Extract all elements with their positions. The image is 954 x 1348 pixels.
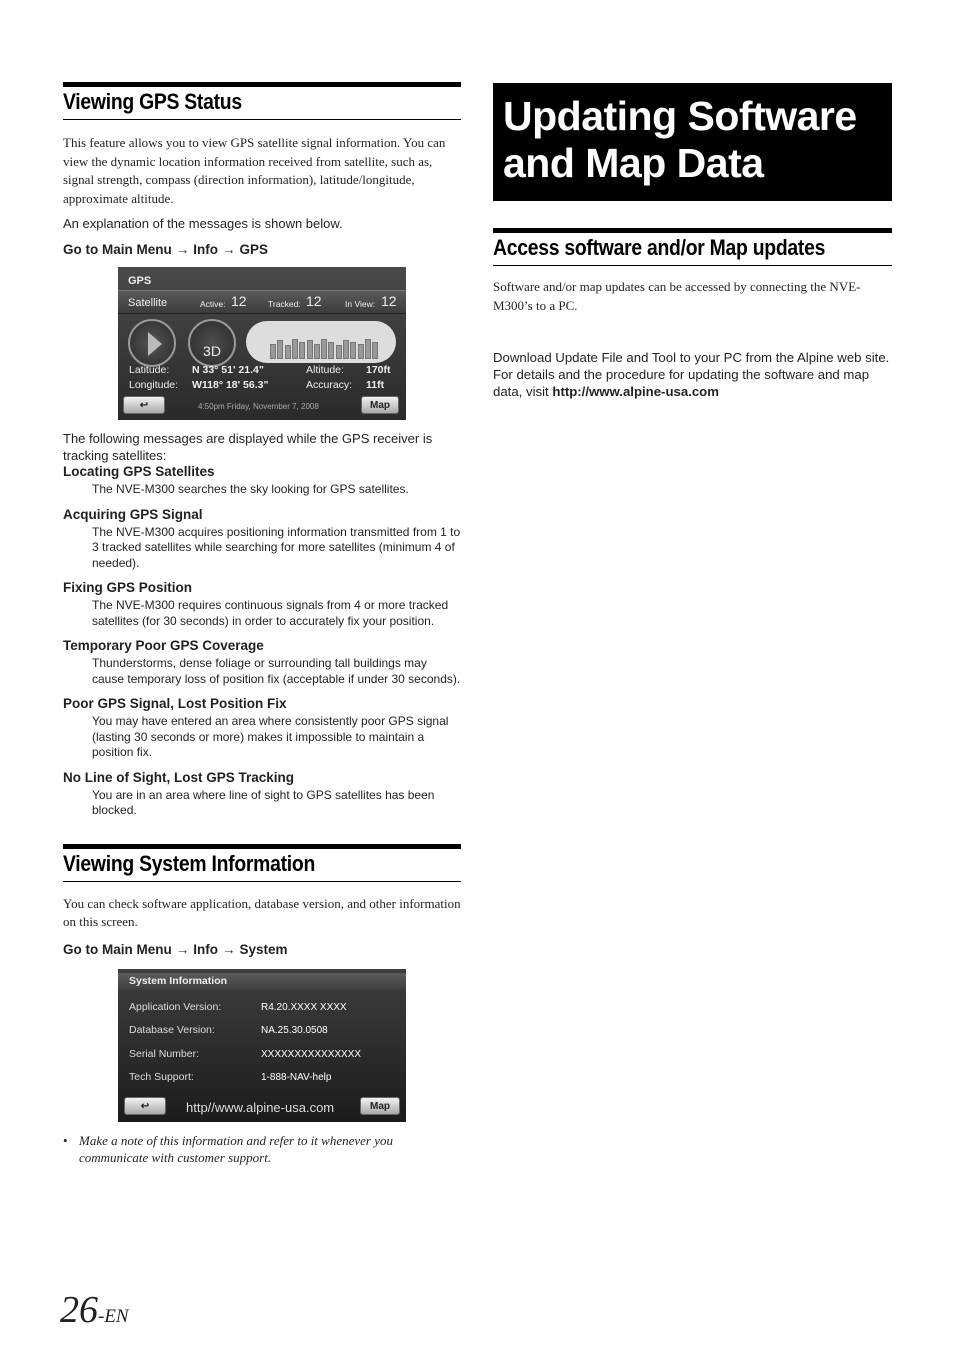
menu-path-step: Go to Main Menu: [63, 941, 172, 957]
right-arrow-icon: →: [175, 941, 190, 957]
message-title: Acquiring GPS Signal: [63, 506, 203, 522]
chapter-title-line: and Map Data: [503, 140, 764, 186]
active-value: 12: [231, 293, 247, 309]
longitude-label: Longitude:: [129, 379, 179, 391]
gps-timestamp: 4:50pm Friday, November 7, 2008: [198, 402, 319, 411]
download-instructions: [493, 349, 892, 400]
system-section-heading: [63, 844, 461, 882]
bullet-icon: •: [63, 1132, 68, 1148]
message-body: The NVE-M300 acquires positioning information transmitted from 1 to 3 tracked satellites while searching for more satellites (minimum 4 of needed).: [92, 524, 461, 570]
signal-bar: [328, 342, 334, 359]
signal-bar: [270, 344, 276, 359]
system-row-value: R4.20.XXXX XXXX: [261, 1001, 347, 1013]
access-intro: Software and/or map updates can be accessed by connecting the NVE-M300’s to a PC.: [493, 279, 861, 313]
signal-bar: [358, 344, 364, 359]
gps-mode-icon: 3D: [188, 319, 236, 367]
access-section-title: Access software and/or Map updates: [493, 235, 826, 260]
signal-bar: [314, 344, 320, 359]
gps-intro: This feature allows you to view GPS satellite signal information. You can view the dynamic location information received from satellite, such as, signal strength, compass (direction information), latitude/longitude, approximate altitude.: [63, 135, 446, 206]
right-arrow-icon: →: [222, 941, 236, 957]
inview-label: In View:: [345, 299, 376, 309]
system-screen-image: [118, 969, 406, 1122]
page-number: [60, 1288, 129, 1339]
signal-bar: [365, 339, 371, 359]
system-row-label: Application Version:: [129, 1000, 222, 1013]
chapter-title-line: Updating Software: [503, 93, 857, 139]
left-column: [63, 82, 461, 1167]
message-body: The NVE-M300 requires continuous signals from 4 or more tracked satellites (for 30 seconds) in order to accurately fix your position.: [92, 598, 449, 628]
gps-section-heading: [63, 82, 461, 120]
message-title: Poor GPS Signal, Lost Position Fix: [63, 696, 287, 711]
tracked-value: 12: [306, 293, 322, 309]
note-bullet: [63, 1132, 461, 1167]
menu-path-step: Info: [193, 242, 218, 257]
message-body: You are in an area where line of sight to GPS satellites has been blocked.: [92, 787, 435, 817]
gps-screen-image: [118, 267, 406, 420]
system-url: http//www.alpine-usa.com: [186, 1099, 335, 1115]
message-title: No Line of Sight, Lost GPS Tracking: [63, 769, 295, 785]
right-column: [493, 83, 892, 400]
tracking-intro: The following messages are displayed while the GPS receiver is tracking satellites:: [63, 431, 433, 463]
signal-bar: [285, 345, 291, 359]
latitude-label: Latitude:: [129, 364, 170, 376]
signal-strength-graph: [246, 321, 396, 363]
system-row-value: 1-888-NAV-help: [261, 1071, 332, 1083]
active-label: Active:: [200, 299, 226, 309]
longitude-value: W118° 18' 56.3": [192, 379, 269, 391]
system-menu-path: [63, 942, 461, 957]
message-body: The NVE-M300 searches the sky looking for GPS satellites.: [92, 482, 409, 496]
signal-bar: [343, 340, 349, 359]
menu-path-step: Go to Main Menu: [63, 242, 172, 257]
chapter-title-block: [493, 83, 892, 201]
system-section-title: Viewing System Information: [63, 850, 316, 876]
system-row-value: XXXXXXXXXXXXXXX: [261, 1048, 362, 1060]
chapter-title: [503, 93, 882, 187]
access-section-heading: [493, 228, 892, 266]
alpine-url-link[interactable]: http://www.alpine-usa.com: [552, 384, 719, 399]
accuracy-value: 11ft: [366, 379, 385, 391]
system-row-label: Tech Support:: [129, 1070, 194, 1083]
signal-bar: [292, 339, 298, 359]
latitude-value: N 33° 51' 21.4": [192, 364, 264, 376]
tracked-label: Tracked:: [268, 299, 301, 309]
accuracy-label: Accuracy:: [306, 379, 353, 391]
system-row-label: Serial Number:: [129, 1047, 200, 1060]
gps-menu-path: [63, 242, 461, 257]
download-text: Download Update File and Tool to your PC from the Alpine web site. For details and the procedure for updating the software and map data, visit: [493, 350, 890, 399]
back-button[interactable]: [123, 396, 165, 414]
message-body: Thunderstorms, dense foliage or surrounding tall buildings may cause temporary loss of position fix (acceptable if under 30 seconds).: [92, 656, 461, 686]
message-title: Temporary Poor GPS Coverage: [63, 638, 264, 653]
return-arrow-icon: ↩: [139, 400, 149, 411]
signal-bar: [307, 340, 313, 359]
back-button[interactable]: [124, 1097, 166, 1115]
note-text: Make a note of this information and refer to it whenever you communicate with customer support.: [79, 1132, 393, 1165]
page-language-suffix: -EN: [98, 1306, 129, 1327]
right-arrow-icon: →: [175, 242, 190, 257]
signal-bar: [299, 342, 305, 359]
signal-bar: [321, 339, 327, 359]
menu-path-step: System: [239, 941, 288, 957]
satellite-label: Satellite: [128, 297, 168, 309]
menu-path-step: Info: [193, 941, 218, 957]
gps-explanation: An explanation of the messages is shown below.: [63, 216, 343, 231]
return-arrow-icon: ↩: [140, 1100, 150, 1112]
message-title: Fixing GPS Position: [63, 580, 193, 595]
system-screen-title: System Information: [118, 973, 406, 990]
altitude-label: Altitude:: [306, 364, 344, 376]
compass-icon: [128, 319, 176, 367]
inview-value: 12: [381, 293, 397, 309]
map-button[interactable]: Map: [360, 1097, 400, 1115]
map-button[interactable]: Map: [361, 396, 399, 414]
gps-section-title: Viewing GPS Status: [63, 89, 242, 114]
altitude-value: 170ft: [366, 364, 391, 376]
signal-bar: [350, 342, 356, 359]
message-list: [63, 464, 461, 819]
signal-bar: [372, 342, 378, 359]
gps-screen-title: GPS: [128, 275, 152, 287]
signal-bar: [277, 340, 283, 359]
page-number-value: 26: [60, 1289, 98, 1331]
message-body: You may have entered an area where consistently poor GPS signal (lasting 30 seconds or more) makes it impossible to maintain a position fix.: [92, 714, 449, 759]
system-intro: You can check software application, database version, and other information on this screen.: [63, 895, 461, 929]
system-row-value: NA.25.30.0508: [261, 1024, 328, 1036]
system-row-label: Database Version:: [129, 1023, 215, 1036]
right-arrow-icon: →: [222, 242, 236, 257]
message-title: Locating GPS Satellites: [63, 464, 215, 479]
menu-path-step: GPS: [239, 242, 269, 257]
signal-bar: [336, 345, 342, 359]
satellite-row: [118, 290, 406, 314]
